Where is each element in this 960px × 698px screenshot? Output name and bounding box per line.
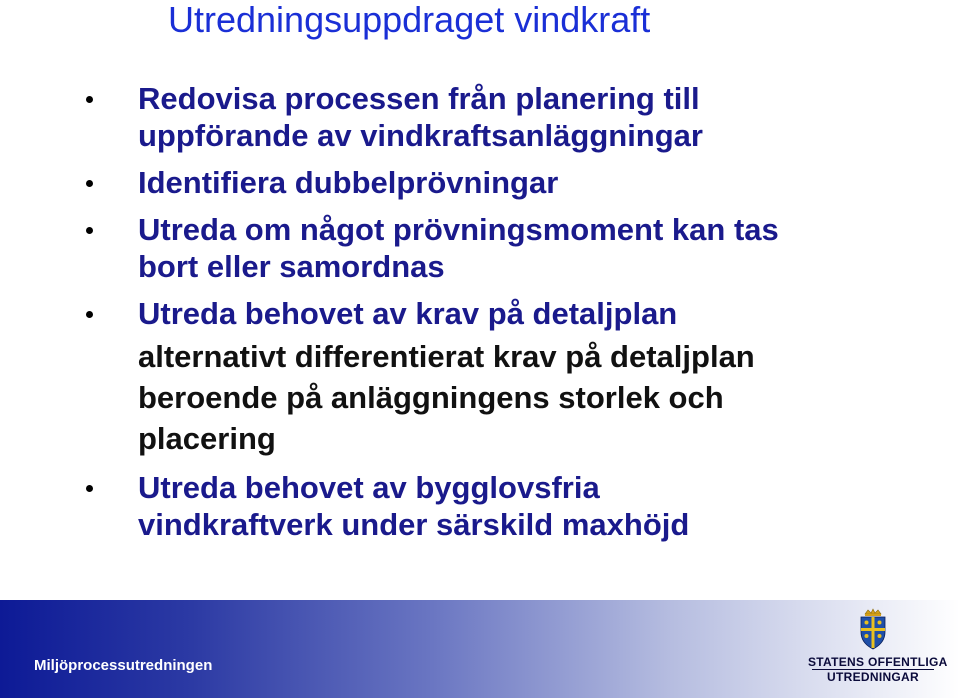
bullet-line: bort eller samordnas <box>138 249 445 284</box>
sub-text-line: placering <box>138 421 276 456</box>
bullet-line: Utreda behovet av bygglovsfria <box>138 470 600 505</box>
swedish-coat-of-arms-icon <box>857 608 889 650</box>
logo-text-line2: UTREDNINGAR <box>827 670 919 684</box>
bullet-dot <box>86 96 93 103</box>
sub-text-line: beroende på anläggningens storlek och <box>138 380 724 415</box>
bullet-dot <box>86 485 93 492</box>
bullet-item-building-permit <box>0 469 960 543</box>
detail-plan-sub-text <box>0 336 960 459</box>
bullet-item-review-moment <box>0 211 960 285</box>
bullet-dot <box>86 227 93 234</box>
bullet-line: uppförande av vindkraftsanläggningar <box>138 118 703 153</box>
bullet-line: vindkraftverk under särskild maxhöjd <box>138 507 690 542</box>
sou-logo <box>808 608 948 692</box>
bullet-list <box>0 80 960 553</box>
bullet-item-detail-plan <box>0 295 960 332</box>
bullet-dot <box>86 311 93 318</box>
bullet-item-double-review <box>0 164 960 201</box>
footer-label: Miljöprocessutredningen <box>34 657 213 674</box>
bullet-line: Utreda behovet av krav på detaljplan <box>138 296 678 331</box>
slide-title: Utredningsuppdraget vindkraft <box>168 0 651 40</box>
sub-text-line: alternativt differentierat krav på detaljplan <box>138 339 755 374</box>
bullet-line: Redovisa processen från planering till <box>138 81 700 116</box>
bullet-dot <box>86 180 93 187</box>
bullet-item-process <box>0 80 960 154</box>
bullet-line: Utreda om något prövningsmoment kan tas <box>138 212 779 247</box>
bullet-line: Identifiera dubbelprövningar <box>138 165 559 200</box>
logo-text-line1: STATENS OFFENTLIGA <box>808 655 948 669</box>
